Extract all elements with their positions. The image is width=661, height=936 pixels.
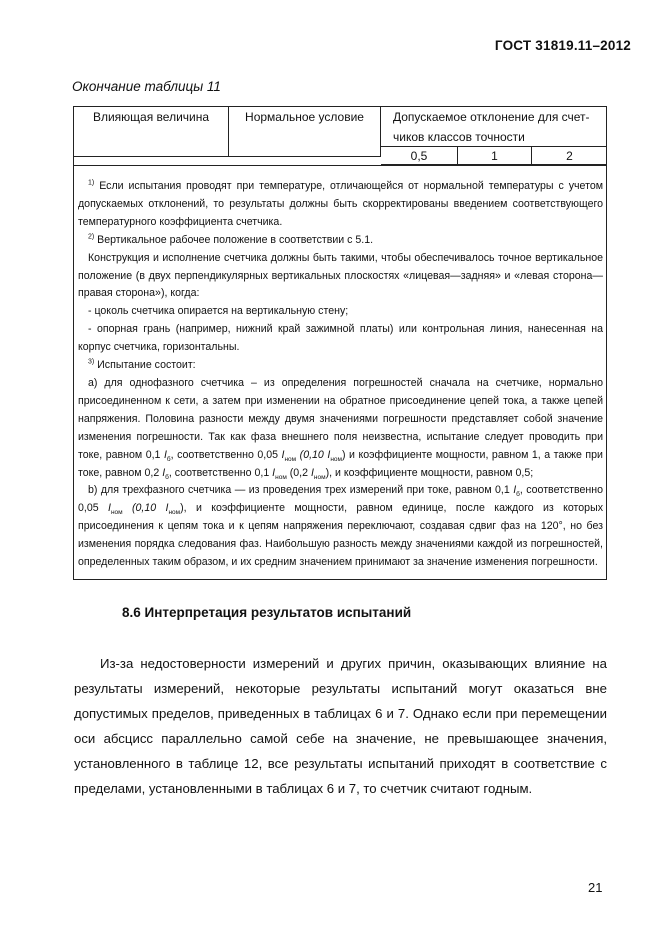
class-1-label: 1 bbox=[491, 149, 498, 163]
header-bottom-rule bbox=[74, 165, 606, 166]
class-2 bbox=[532, 147, 607, 165]
current-symbol: I bbox=[310, 466, 314, 479]
current-subscript: ном bbox=[284, 455, 297, 463]
footnote-3-text: Испытание состоит: bbox=[94, 359, 196, 372]
current-symbol: I bbox=[327, 448, 331, 461]
document-standard-header: ГОСТ 31819.11–2012 bbox=[494, 38, 631, 53]
note-text: , соответственно 0,05 bbox=[78, 484, 603, 515]
footnote-2-item-2: - опорная грань (например, нижний край зажимной платы) или контрольная линия, нанесенная на корпус счетчика, горизонтальны. bbox=[78, 323, 603, 354]
footnote-3-mark: 3) bbox=[88, 358, 95, 366]
footnote-3 bbox=[78, 357, 603, 375]
note-text: ) и коэффициенте мощности, равном 1, а также при токе, равном 0,2 bbox=[78, 448, 603, 479]
header-tolerance-line1: Допускаемое отклонение для счет- bbox=[393, 110, 590, 124]
current-subscript: ном bbox=[313, 473, 326, 481]
current-subscript: б bbox=[166, 455, 171, 463]
current-symbol: I bbox=[272, 466, 276, 479]
current-symbol: I bbox=[513, 484, 517, 497]
table-footnotes bbox=[78, 178, 603, 572]
footnote-2 bbox=[78, 232, 603, 250]
note-text: , соответственно 0,1 bbox=[168, 466, 273, 479]
footnote-1-text: Если испытания проводят при температуре, отличающейся от нормальной температуры с учетом допускаемых отклонений, то результаты должны быть скорректированы введением соответствующего температурного коэффициента счетчика. bbox=[78, 180, 603, 228]
header-normal-condition bbox=[229, 107, 381, 157]
footnote-2-mark: 2) bbox=[88, 233, 95, 241]
note-text: (0,10 bbox=[296, 448, 328, 461]
body-paragraph: Из-за недостоверности измерений и других причин, оказывающих влияние на результаты измерений, некоторые результаты испытаний могут оказаться вне допустимых пределов, приведенных в таблицах 6 и 7. Однако если при перемещении оси абсцисс параллельно самой себе на значение, не превышающее значения, установленного в таблице 12, все результаты испытаний приходят в соответствие с пределами, установленными в таблицах 6 и 7, то счетчик считают годным. bbox=[74, 656, 607, 796]
table-caption: Окончание таблицы 11 bbox=[72, 79, 221, 94]
footnote-1 bbox=[78, 178, 603, 232]
footnote-2-paragraph: Конструкция и исполнение счетчика должны быть такими, чтобы обеспечивалось точное вертикальное положение (в двух перпендикулярных вертикальных плоскостях «лицевая—задняя» и «левая сторона—правая сторона»), когда: bbox=[78, 251, 603, 300]
footnote-2-text: Вертикальное рабочее положение в соответствии с 5.1. bbox=[94, 233, 374, 246]
note-text: b) для трехфазного счетчика — из проведения трех измерений при токе, равном 0,1 bbox=[88, 484, 514, 497]
current-subscript: б bbox=[165, 473, 169, 481]
note-text: ), и коэффициенте мощности, равном единице, после каждого из которых присоединения к цепям тока и к цепям напряжения переключают, создавая сдвиг фаз на 120°, но без изменения порядка следования фаз. Наибольшую разность между значениями каждой из погрешностей, определенных таким образом, и их средним значением принимают за значение изменения погрешности. bbox=[78, 502, 603, 569]
class-0-5 bbox=[381, 147, 458, 165]
note-text: (0,2 bbox=[286, 466, 311, 479]
header-tolerance-line2: чиков классов точности bbox=[393, 130, 525, 144]
class-1 bbox=[458, 147, 532, 165]
footnote-1-mark: 1) bbox=[88, 179, 95, 187]
body-text bbox=[74, 651, 607, 801]
current-symbol: I bbox=[162, 466, 166, 479]
class-0-5-label: 0,5 bbox=[410, 149, 428, 163]
current-subscript: ном bbox=[110, 509, 123, 517]
note-text: а) для однофазного счетчика – из определения погрешностей сначала на счетчике, нормально присоединенном к сети, а затем при изменении на обратное присоединение цепей тока, а также цепей напряжения. Половина разности между двумя значениями погрешности представляет собой значение изменения погрешности. Так как фаза внешнего поля неизвестна, испытание следует проводить при токе, равном 0,1 bbox=[78, 376, 603, 461]
header-normal-label: Нормальное условие bbox=[245, 110, 364, 124]
current-symbol: I bbox=[163, 448, 167, 461]
header-influence-quantity bbox=[74, 107, 229, 157]
footnote-2-item-1: - цоколь счетчика опирается на вертикальную стену; bbox=[88, 305, 349, 318]
note-text: (0,10 bbox=[122, 502, 166, 515]
current-subscript: ном bbox=[275, 473, 287, 481]
current-subscript: ном bbox=[330, 455, 342, 463]
current-subscript: ном bbox=[168, 509, 181, 517]
footnote-3-item-a bbox=[78, 375, 603, 482]
header-tolerance bbox=[381, 107, 607, 147]
class-2-label: 2 bbox=[566, 149, 573, 163]
current-subscript: б bbox=[516, 491, 520, 499]
current-symbol: I bbox=[165, 502, 169, 515]
section-title: 8.6 Интерпретация результатов испытаний bbox=[122, 605, 412, 620]
footnote-3-item-b bbox=[78, 482, 603, 572]
page-number: 21 bbox=[588, 880, 603, 895]
note-text: , соответственно 0,05 bbox=[170, 448, 282, 461]
header-influence-label: Влияющая величина bbox=[92, 110, 210, 124]
current-symbol: I bbox=[281, 448, 285, 461]
current-symbol: I bbox=[107, 502, 111, 515]
note-text: ), и коэффициенте мощности, равном 0,5; bbox=[325, 466, 534, 479]
